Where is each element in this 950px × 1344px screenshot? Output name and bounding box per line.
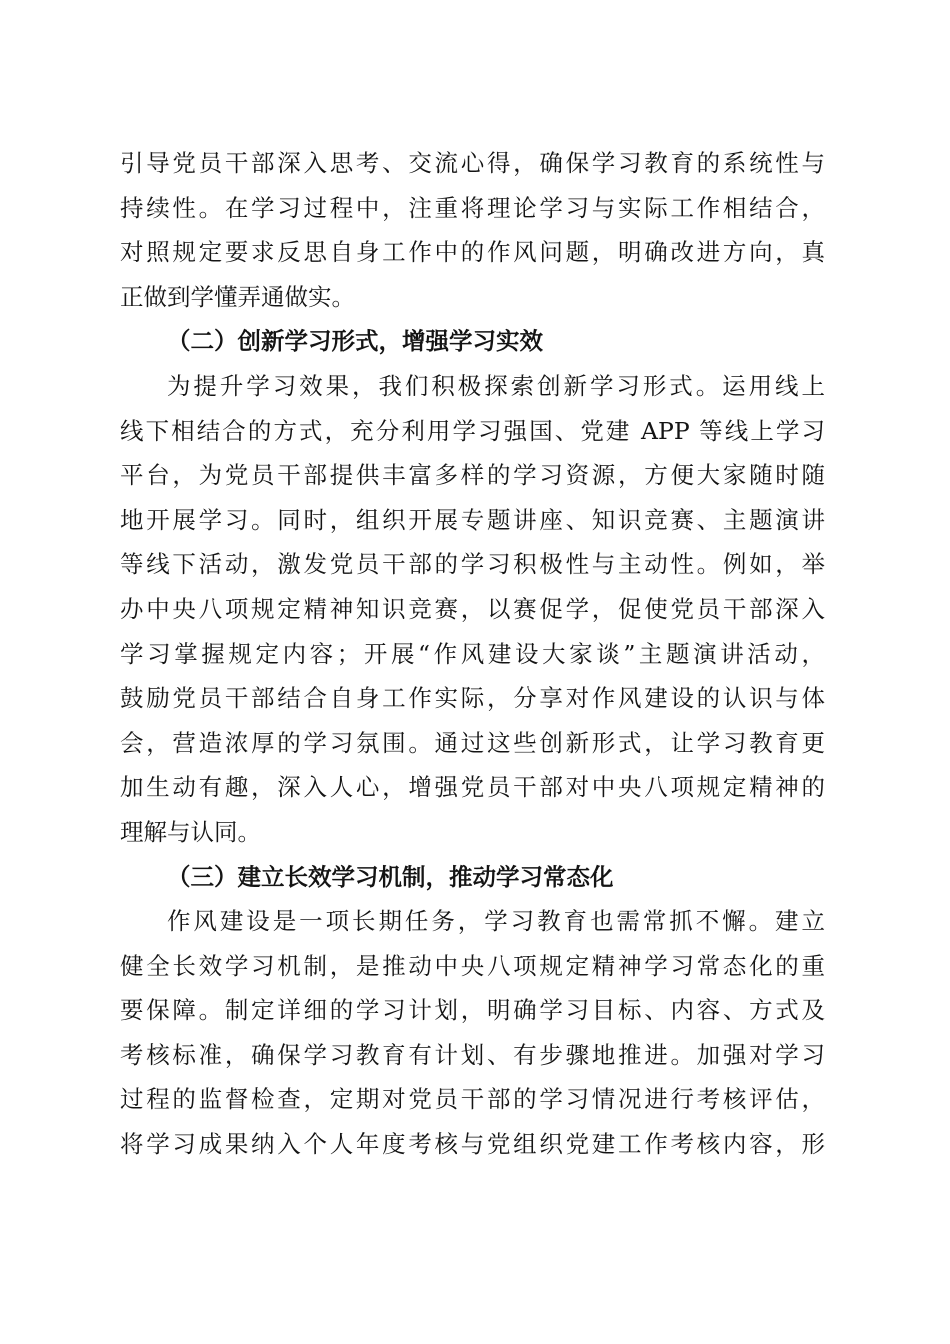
paragraph-line: 会，营造浓厚的学习氛围。通过这些创新形式，让学习教育更: [120, 728, 825, 757]
paragraph-line: 办中央八项规定精神知识竞赛，以赛促学，促使党员干部深入: [120, 594, 825, 623]
paragraph-2: [120, 364, 825, 855]
paragraph-line: 将学习成果纳入个人年度考核与党组织党建工作考核内容，形: [120, 1130, 825, 1159]
paragraph-line: 持续性。在学习过程中，注重将理论学习与实际工作相结合，: [120, 193, 825, 222]
paragraph-line: 为提升学习效果，我们积极探索创新学习形式。运用线上: [167, 371, 825, 400]
paragraph-3: [120, 899, 825, 1167]
paragraph-line: 平台，为党员干部提供丰富多样的学习资源，方便大家随时随: [120, 461, 825, 490]
section-heading-3: （三）建立长效学习机制，推动学习常态化: [167, 862, 614, 891]
paragraph-line: 考核标准，确保学习教育有计划、有步骤地推进。加强对学习: [120, 1040, 825, 1069]
paragraph-line: 作风建设是一项长期任务，学习教育也需常抓不懈。建立: [167, 907, 825, 936]
paragraph-line: 线下相结合的方式，充分利用学习强国、党建 APP 等线上学习: [120, 416, 825, 445]
paragraph-line: 加生动有趣，深入人心，增强党员干部对中央八项规定精神的: [120, 773, 825, 802]
paragraph-line: 学习掌握规定内容；开展“作风建设大家谈”主题演讲活动，: [120, 639, 825, 668]
document-body: [120, 141, 825, 1167]
paragraph-line: 引导党员干部深入思考、交流心得，确保学习教育的系统性与: [120, 149, 825, 177]
paragraph-line: 等线下活动，激发党员干部的学习积极性与主动性。例如，举: [120, 550, 825, 579]
paragraph-line: 过程的监督检查，定期对党员干部的学习情况进行考核评估，: [120, 1085, 825, 1114]
paragraph-1: [120, 141, 825, 319]
paragraph-line: 鼓励党员干部结合自身工作实际，分享对作风建设的认识与体: [120, 684, 825, 713]
paragraph-line: 健全长效学习机制，是推动中央八项规定精神学习常态化的重: [120, 951, 825, 980]
paragraph-line: 理解与认同。: [120, 817, 261, 846]
paragraph-line: 地开展学习。同时，组织开展专题讲座、知识竞赛、主题演讲: [120, 505, 825, 534]
paragraph-line: 对照规定要求反思自身工作中的作风问题，明确改进方向，真: [120, 238, 825, 267]
paragraph-line: 正做到学懂弄通做实。: [120, 282, 355, 311]
paragraph-line: 要保障。制定详细的学习计划，明确学习目标、内容、方式及: [120, 996, 825, 1025]
section-heading-2: （二）创新学习形式，增强学习实效: [167, 327, 543, 356]
